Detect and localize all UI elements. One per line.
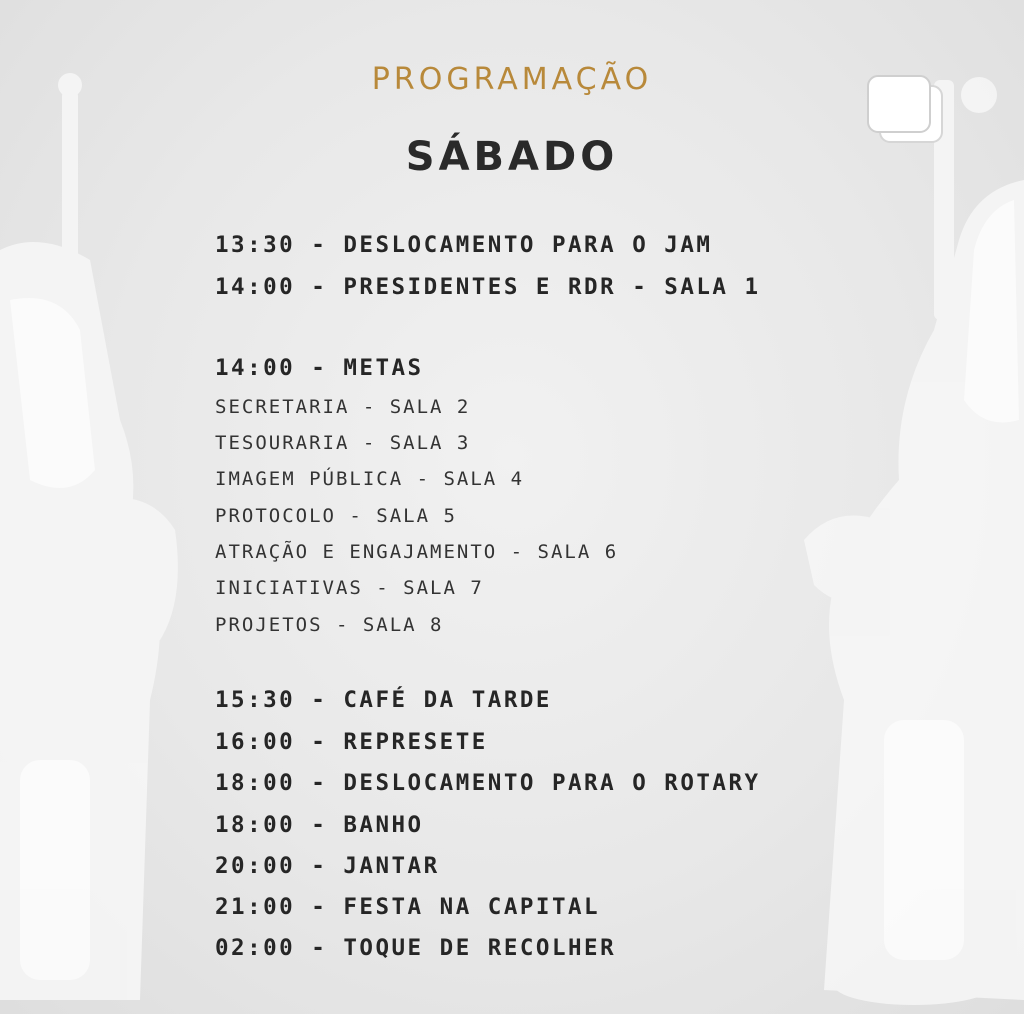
metas-item: IMAGEM PÚBLICA - SALA 4	[215, 468, 525, 490]
schedule-item: 14:00 - PRESIDENTES E RDR - SALA 1	[215, 274, 761, 300]
schedule-item: 16:00 - REPRESETE	[215, 729, 488, 755]
metas-item: INICIATIVAS - SALA 7	[215, 577, 484, 599]
metas-item: SECRETARIA - SALA 2	[215, 396, 471, 418]
metas-item: PROTOCOLO - SALA 5	[215, 505, 457, 527]
schedule-item: 18:00 - DESLOCAMENTO PARA O ROTARY	[215, 770, 761, 796]
metas-item: ATRAÇÃO E ENGAJAMENTO - SALA 6	[215, 541, 619, 563]
metas-item: PROJETOS - SALA 8	[215, 614, 444, 636]
schedule-item: 02:00 - TOQUE DE RECOLHER	[215, 935, 617, 961]
schedule-item: 15:30 - CAFÉ DA TARDE	[215, 687, 552, 713]
schedule-item: 18:00 - BANHO	[215, 812, 424, 838]
schedule-item: 13:30 - DESLOCAMENTO PARA O JAM	[215, 232, 713, 258]
schedule-item: 21:00 - FESTA NA CAPITAL	[215, 894, 601, 920]
schedule-item: 20:00 - JANTAR	[215, 853, 440, 879]
metas-item: TESOURARIA - SALA 3	[215, 432, 471, 454]
program-subtitle: PROGRAMAÇÃO	[371, 62, 653, 97]
metas-heading: 14:00 - METAS	[215, 355, 424, 381]
day-title: SÁBADO	[405, 134, 619, 180]
